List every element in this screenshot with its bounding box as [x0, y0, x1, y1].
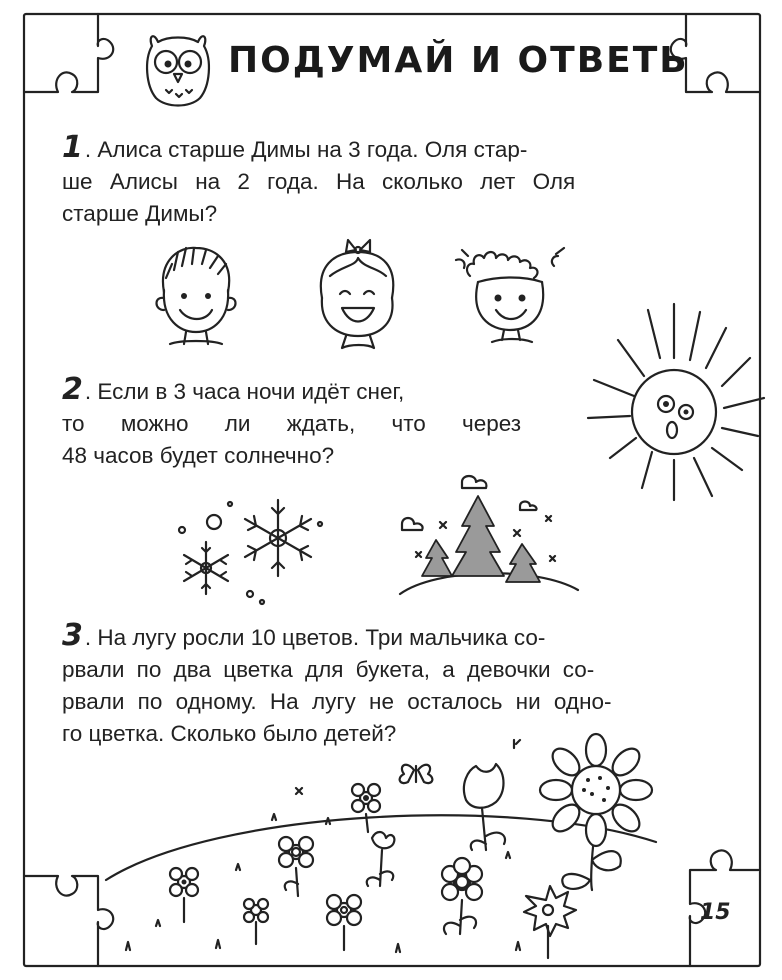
- task-text-line: рвали по одному. На лугу не осталось ни одно-: [62, 689, 612, 714]
- snowy-fir-trees-icon: [396, 472, 582, 602]
- page-title: ПОДУМАЙ И ОТВЕТЬ: [228, 40, 689, 81]
- task-number: 1: [62, 130, 83, 165]
- task-text-line: то можно ли ждать, что через: [62, 411, 522, 436]
- girl-bow-face-icon: [312, 236, 402, 354]
- task-3: [62, 620, 710, 750]
- task-1: [62, 132, 710, 230]
- flower-meadow-icon: [96, 740, 696, 966]
- task-2: [62, 374, 532, 472]
- task-text-line: . Алиса старше Димы на 3 года. Оля стар-: [84, 137, 528, 162]
- task-number: 2: [62, 372, 83, 407]
- task-text-line: го цветка. Сколько было детей?: [62, 721, 397, 746]
- task-text-line: рвали по два цветка для букета, а девочки со-: [62, 657, 595, 682]
- owl-icon: [140, 28, 216, 110]
- boy-face-icon: [150, 240, 240, 350]
- task-text-line: старше Димы?: [62, 201, 218, 226]
- sun-icon: [574, 300, 764, 500]
- task-text-line: 48 часов будет солнечно?: [62, 443, 335, 468]
- task-text-line: ше Алисы на 2 года. На сколько лет Оля: [62, 169, 576, 194]
- curly-girl-face-icon: [448, 236, 578, 346]
- page-number: 15: [700, 900, 731, 925]
- snowflakes-icon: [170, 496, 330, 606]
- task-text-line: . Если в 3 часа ночи идёт снег,: [84, 379, 405, 404]
- task-number: 3: [62, 618, 83, 653]
- task-text-line: . На лугу росли 10 цветов. Три мальчика со-: [84, 625, 546, 650]
